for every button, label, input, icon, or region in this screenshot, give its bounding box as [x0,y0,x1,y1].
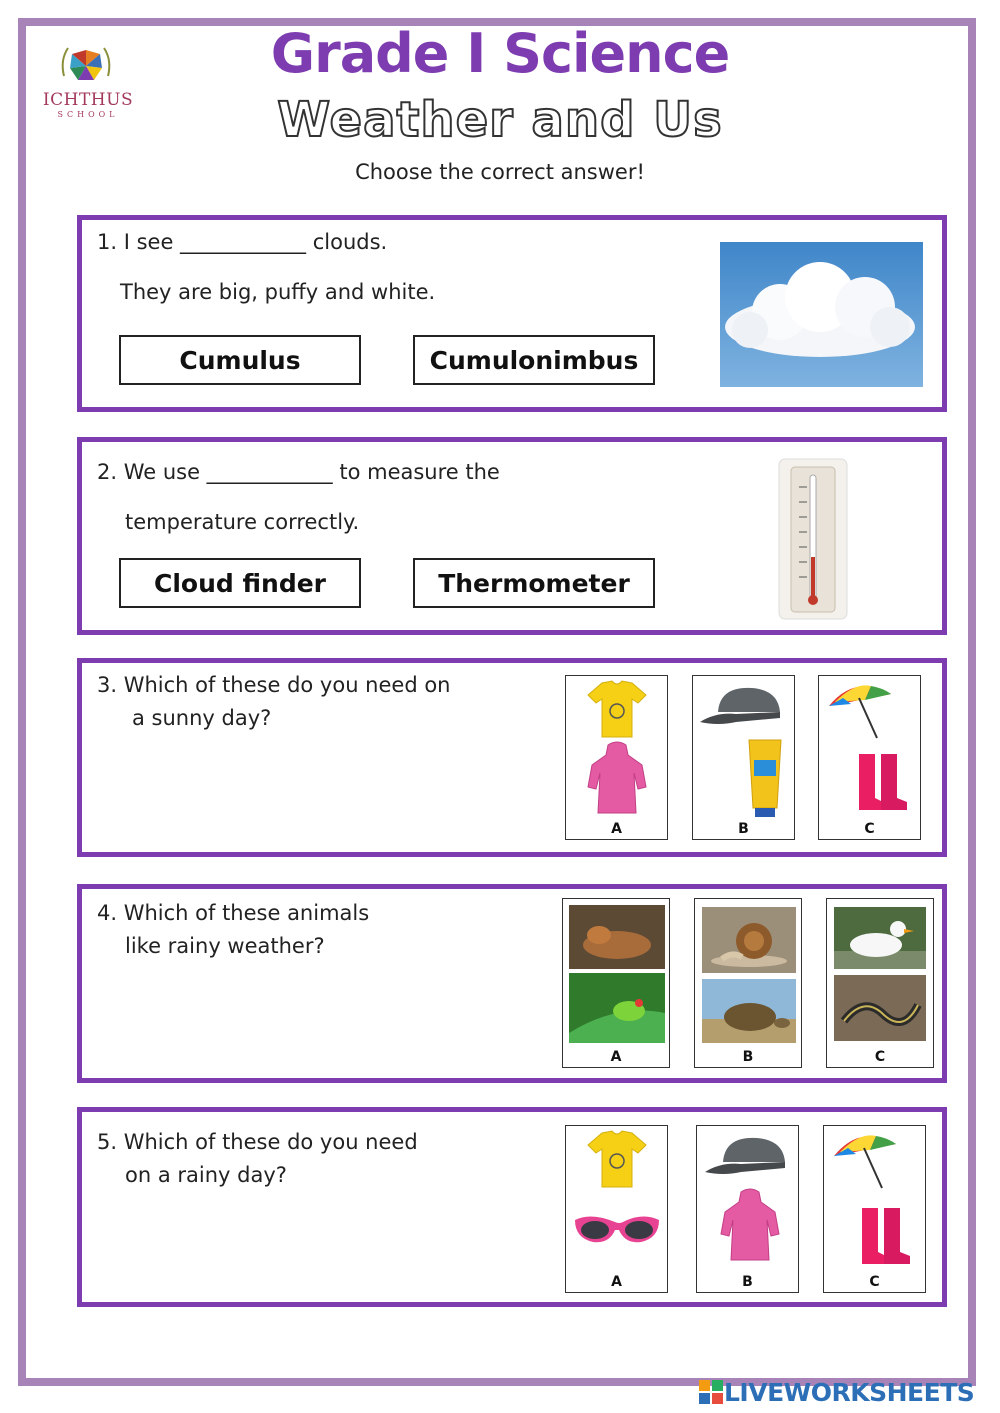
question-4-box [77,884,947,1083]
answer-card-a[interactable] [565,675,668,840]
pink-raincoat-icon [717,1188,783,1263]
card-label: A [611,821,622,837]
question-1-text: 1. I see ____________ clouds. [97,230,388,254]
brand-text: LIVEWORKSHEETS [724,1377,975,1407]
answer-card-c[interactable] [826,898,934,1068]
question-3-text: 3. Which of these do you need on [97,673,451,697]
question-1-box [77,215,947,412]
answer-card-b[interactable] [692,675,795,840]
question-5-box [77,1107,947,1307]
question-1-hint: They are big, puffy and white. [120,280,436,304]
instruction-text: Choose the correct answer! [355,160,645,184]
liveworksheets-brand[interactable] [698,1377,974,1407]
liveworksheets-logo-icon [698,1379,724,1405]
answer-card-b[interactable] [696,1125,799,1293]
question-5-subtext: on a rainy day? [125,1163,287,1187]
card-label: C [874,1049,886,1065]
answer-card-c[interactable] [818,675,921,840]
frog-image [569,905,665,969]
question-2-text: 2. We use ____________ to measure the [97,460,500,484]
answer-option-cumulus[interactable]: Cumulus [119,335,361,385]
pink-rain-boots-icon [853,752,913,812]
pink-sunglasses-icon [571,1208,663,1254]
answer-card-c[interactable] [823,1125,926,1293]
page-subtitle: Weather and Us [277,92,723,148]
answer-option-cloud-finder[interactable]: Cloud finder [119,558,361,608]
card-label: B [742,1274,753,1290]
school-subtitle: SCHOOL [57,110,119,119]
card-label: C [864,821,875,837]
pink-raincoat-icon [584,741,650,816]
yellow-tshirt-icon [584,1129,650,1189]
question-4-subtext: like rainy weather? [125,934,325,958]
question-5-text: 5. Which of these do you need [97,1130,418,1154]
snail-image [702,907,796,973]
thermometer-image [775,457,851,622]
answer-card-a[interactable] [565,1125,668,1293]
rainbow-umbrella-icon [830,1130,900,1194]
answer-option-cumulonimbus[interactable]: Cumulonimbus [413,335,655,385]
question-2-hint: temperature correctly. [125,510,360,534]
duck-image [834,907,926,969]
yellow-tshirt-icon [584,679,650,739]
pink-rain-boots-icon [856,1206,916,1266]
tree-frog-image [569,973,665,1043]
question-2-box [77,437,947,635]
cumulus-cloud-image [720,242,923,387]
tortoise-image [702,979,796,1043]
question-3-box [77,658,947,857]
question-4-text: 4. Which of these animals [97,901,370,925]
rainbow-umbrella-icon [825,680,895,744]
answer-option-thermometer[interactable]: Thermometer [413,558,655,608]
answer-card-a[interactable] [562,898,670,1068]
question-3-subtext: a sunny day? [132,706,272,730]
page-title: Grade I Science [270,22,730,85]
school-name: ICHTHUS [42,90,134,110]
card-label: A [611,1274,622,1290]
sunscreen-icon [745,738,785,818]
snake-image [834,975,926,1041]
card-label: B [742,1049,754,1065]
answer-card-b[interactable] [694,898,802,1068]
gray-cap-icon [701,1132,797,1188]
card-label: B [738,821,749,837]
gray-cap-icon [696,682,792,738]
card-label: A [610,1049,622,1065]
card-label: C [869,1274,880,1290]
